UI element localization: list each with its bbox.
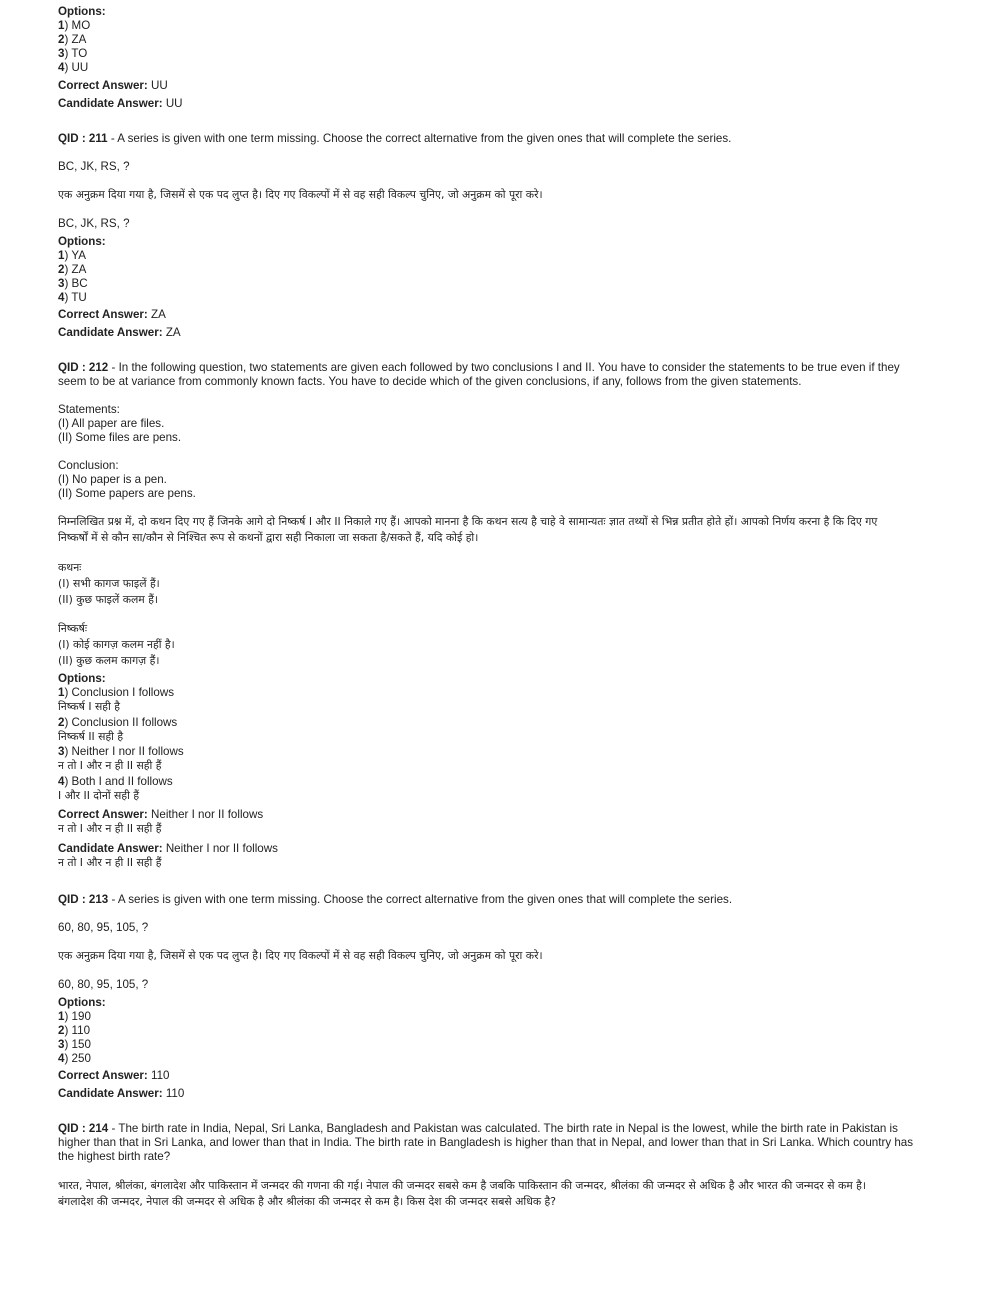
candidate-answer: Candidate Answer: 110 — [58, 1087, 185, 1100]
correct-answer: Correct Answer: ZA — [58, 308, 166, 321]
question-213 — [58, 893, 943, 907]
series-text: 60, 80, 95, 105, ? — [58, 921, 149, 934]
option-item: 3) TO — [58, 47, 88, 60]
option-item: 2) ZA — [58, 33, 87, 46]
candidate-answer: Candidate Answer: Neither I nor II follows न तो I और न ही II सही हैं — [58, 842, 278, 869]
statements-hindi: कथनः (I) सभी कागज फाइलें हैं। (II) कुछ फाइलें कलम हैं। — [58, 561, 160, 606]
option-item: 1) Conclusion I follows निष्कर्ष I सही है — [58, 686, 175, 713]
question-214 — [58, 1122, 943, 1164]
series-text-hindi: BC, JK, RS, ? — [58, 217, 130, 230]
candidate-answer: Candidate Answer: UU — [58, 97, 183, 110]
option-item: 1) YA — [58, 249, 86, 262]
question-text: - In the following question, two statements are given each followed by two conclusions I and II. You have to consider the statements to be true even if they — [108, 361, 900, 374]
options-list — [58, 235, 943, 305]
conclusions: Conclusion: (I) No paper is a pen. (II) Some papers are pens. — [58, 459, 196, 500]
qid: QID : 211 — [58, 132, 108, 145]
option-item: 2) Conclusion II follows निष्कर्ष II सही है — [58, 716, 178, 743]
question-text: - A series is given with one term missing. Choose the correct alternative from the given ones that will complete the series. — [108, 893, 733, 906]
question-210-tail — [58, 5, 943, 75]
option-item: 1) 190 — [58, 1010, 91, 1023]
question-text-hindi: एक अनुक्रम दिया गया है, जिसमें से एक पद लुप्त है। दिए गए विकल्पों में से वह सही विकल्प चुनिए, जो अनुक्रम को पूरा करे। — [58, 949, 543, 962]
statements: Statements: (I) All paper are files. (II) Some files are pens. — [58, 403, 182, 444]
question-text-hindi: भारत, नेपाल, श्रीलंका, बंगलादेश और पाकिस्तान में जन्मदर की गणना की गई। नेपाल की जन्मदर सबसे कम है जबकि पाकिस्तान की जन्मदर, श्रीलंका की जन्मदर से अधिक है और भारत की जन्मदर से कम है। बंगलादेश की जन्मदर, नेपाल की जन्मदर से अधिक है और श्रीलंका की जन्मदर से कम है। किस देश की जन्मदर सबसे अधिक है? — [58, 1179, 866, 1208]
qid: QID : 213 — [58, 893, 109, 906]
option-item: 2) 110 — [58, 1024, 91, 1037]
correct-answer: Correct Answer: Neither I nor II follows न तो I और न ही II सही हैं — [58, 808, 264, 835]
options-label: Options: — [58, 5, 106, 18]
question-text: - A series is given with one term missing. Choose the correct alternative from the given ones that will complete the series. — [107, 132, 732, 145]
option-item: 4) TU — [58, 291, 87, 304]
option-item: 2) ZA — [58, 263, 87, 276]
option-item: 4) 250 — [58, 1052, 91, 1065]
series-text-hindi: 60, 80, 95, 105, ? — [58, 978, 149, 991]
correct-answer: Correct Answer: 110 — [58, 1069, 170, 1082]
option-item: 4) UU — [58, 61, 89, 74]
option-item: 4) Both I and II follows I और II दोनों सही हैं — [58, 775, 173, 802]
option-item: 3) BC — [58, 277, 88, 290]
qid: QID : 214 — [58, 1122, 109, 1135]
option-item: 3) Neither I nor II follows न तो I और न ही II सही हैं — [58, 745, 184, 772]
question-text: higher than that in Sri Lanka, and lower than that in India. The birth rate in Bangladesh is higher than that in Nepal, and lower than that in Sri Lanka. Which country has — [58, 1136, 914, 1149]
question-text-hindi: एक अनुक्रम दिया गया है, जिसमें से एक पद लुप्त है। दिए गए विकल्पों में से वह सही विकल्प चुनिए, जो अनुक्रम को पूरा करे। — [58, 188, 543, 201]
option-item: 1) MO — [58, 19, 91, 32]
correct-answer: Correct Answer: UU — [58, 79, 168, 92]
option-item: 3) 150 — [58, 1038, 91, 1051]
options-label: Options: — [58, 235, 106, 248]
question-text-hindi: निम्नलिखित प्रश्न में, दो कथन दिए गए हैं जिनके आगे दो निष्कर्ष I और II निकाले गए हैं। आपको मानना है कि कथन सत्य है चाहे वे सामान्यतः ज्ञात तथ्यों से भिन्न प्रतीत होते हों। आपको निर्णय करना है कि दिए गए निष्कर्षों में से कौन सा/कौन से निश्चित रूप से कथनों द्वारा सही निकाला जा सकता है/सकते हैं, यदि कोई हो। — [58, 515, 878, 544]
options-label: Options: — [58, 996, 106, 1009]
options-list — [58, 996, 943, 1066]
question-text: seem to be at variance from commonly known facts. You have to decide which of the given conclusions, if any, follows from the given statements. — [58, 375, 802, 388]
series-text: BC, JK, RS, ? — [58, 160, 130, 173]
options-label: Options: — [58, 672, 106, 685]
candidate-answer: Candidate Answer: ZA — [58, 326, 181, 339]
qid: QID : 212 — [58, 361, 109, 374]
question-212 — [58, 361, 943, 389]
question-text: the highest birth rate? — [58, 1150, 171, 1163]
question-text: - The birth rate in India, Nepal, Sri Lanka, Bangladesh and Pakistan was calculated. The birth rate in Nepal is the lowest, while the birth rate in Pakistan is — [108, 1122, 898, 1135]
conclusions-hindi: निष्कर्षः (I) कोई कागज़ कलम नहीं है। (II) कुछ कलम कागज़ हैं। — [58, 622, 175, 667]
question-211 — [58, 132, 943, 146]
